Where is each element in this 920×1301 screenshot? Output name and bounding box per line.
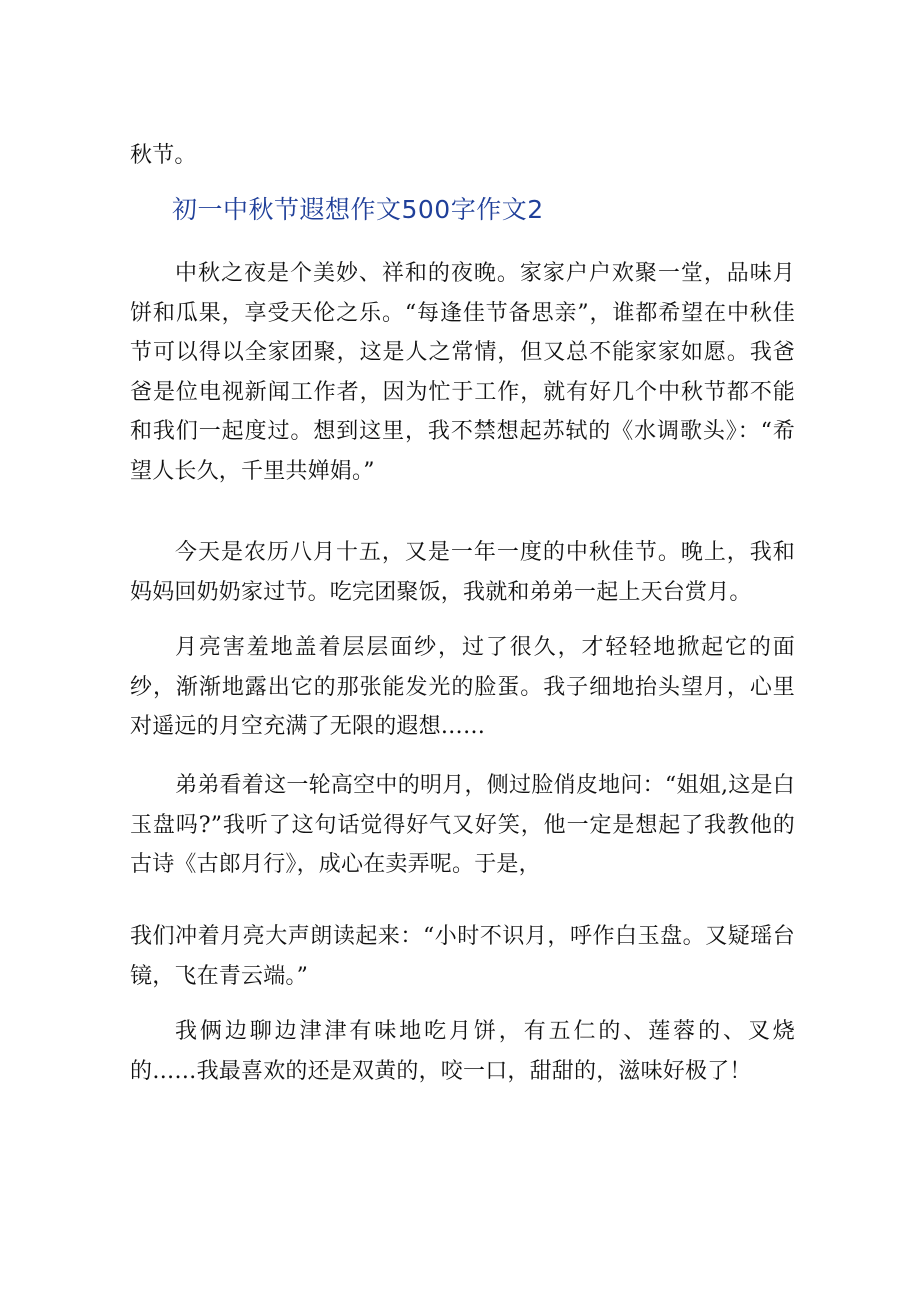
paragraph-5: 我们冲着月亮大声朗读起来：“小时不识月，呼作白玉盘。又疑瑶台镜，飞在青云端。” [130, 924, 795, 989]
paragraph-3: 月亮害羞地盖着层层面纱，过了很久，才轻轻地掀起它的面纱，渐渐地露出它的那张能发光的脸蛋。我子细地抬头望月，心里对遥远的月空充满了无限的遐想…… [130, 635, 795, 739]
paragraph-4: 弟弟看着这一轮高空中的明月，侧过脸俏皮地问：“姐姐,这是白玉盘吗?”我听了这句话觉得好气又好笑，他一定是想起了我教他的古诗《古郎月行》，成心在卖弄呢。于是， [130, 773, 795, 877]
lead-fragment: 秋节。 [130, 143, 197, 168]
paragraph-1: 中秋之夜是个美妙、祥和的夜晚。家家户户欢聚一堂，品味月饼和瓜果，享受天伦之乐。“每逢佳节备思亲”，谁都希望在中秋佳节可以得以全家团聚，这是人之常情，但又总不能家家如愿。我爸爸是位电视新闻工作者，因为忙于工作，就有好几个中秋节都不能和我们一起度过。想到这里，我不禁想起苏轼的《水调歌头》：“希望人长久，千里共婵娟。” [130, 261, 795, 484]
section-heading: 初一中秋节遐想作文500字作文2 [172, 195, 544, 224]
paragraph-2: 今天是农历八月十五，又是一年一度的中秋佳节。晚上，我和妈妈回奶奶家过节。吃完团聚饭，我就和弟弟一起上天台赏月。 [130, 540, 795, 605]
paragraph-6: 我俩边聊边津津有味地吃月饼，有五仁的、莲蓉的、叉烧的……我最喜欢的还是双黄的，咬一口，甜甜的，滋味好极了！ [130, 1019, 795, 1084]
